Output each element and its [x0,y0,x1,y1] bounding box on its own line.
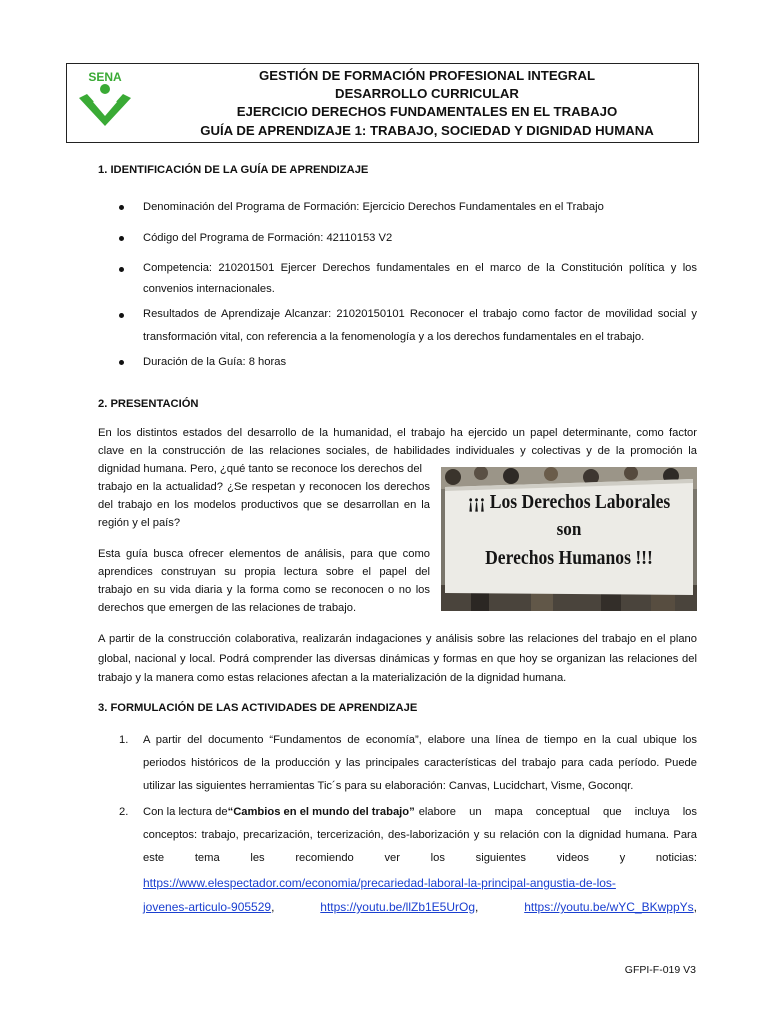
section3-title: 3. FORMULACIÓN DE LAS ACTIVIDADES DE APRENDIZAJE [98,702,418,714]
presentation-line: derechos que emergen de las relaciones de trabajo. [98,602,357,614]
section1-title: 1. IDENTIFICACIÓN DE LA GUÍA DE APRENDIZAJE [98,164,369,176]
word: los [430,852,445,864]
sena-logo [75,68,135,130]
footer-code: GFPI-F-019 V3 [624,964,696,976]
presentation-line: región y el país? [98,517,181,529]
activity1-line: A partir del documento “Fundamentos de economía”, elabore una línea de tiempo en la cual ubique los [143,734,697,746]
logo-text: SENA [88,70,122,84]
word: siguientes [475,852,526,864]
youtube-link-2[interactable]: https://youtu.be/wYC_BKwppYs [524,900,694,914]
presentation-line: En los distintos estados del desarrollo de la humanidad, el trabajo ha ejercido un papel determinante, como factor [98,427,697,439]
activity2-bold: “Cambios en el mundo del trabajo” [227,806,415,818]
word: tema [194,852,220,864]
bullet-icon [119,267,124,272]
comma: , [475,900,479,914]
presentation-line: trabajo y la manera como estas relaciones afectan a la materialización de la dignidad humana. [98,672,567,684]
activity1-line: utilizar las siguientes herramientas Tic´s para su elaboración: Canvas, Lucidchart, Visme, Goconqr. [143,780,634,792]
section1-item-duracion: Duración de la Guía: 8 horas [143,356,287,368]
protest-banner-photo [441,467,697,611]
section1-item-resultados-cont: transformación vital, con referencia a la fenomenología y a los derechos fundamentales en el trabajo. [143,331,645,343]
document-header [66,63,699,143]
section1-item-competencia: Competencia: 210201501 Ejercer Derechos fundamentales en el marco de la Constitución política y los [143,262,697,274]
section1-item-program: Denominación del Programa de Formación: Ejercicio Derechos Fundamentales en el Trabajo [143,201,604,213]
comma: , [271,900,275,914]
section1-item-code: Código del Programa de Formación: 42110153 V2 [143,232,393,244]
word: este [143,852,165,864]
list-number: 2. [119,806,129,818]
presentation-line: A partir de la construcción colaborativa, realizarán indagaciones y análisis sobre las relaciones del trabajo en el plano [98,633,697,645]
presentation-line: trabajo en su vida diaria y la forma como se reconocen o no los [98,584,430,596]
section1-item-resultados: Resultados de Aprendizaje Alcanzar: 21020150101 Reconocer el trabajo como factor de movilidad social y [143,308,697,320]
banner-line-3: Derechos Humanos !!! [485,547,653,569]
header-titles [177,67,677,140]
youtube-link-1[interactable]: https://youtu.be/llZb1E5UrOg [320,900,476,914]
section2-title: 2. PRESENTACIÓN [98,398,199,410]
bullet-icon [119,236,124,241]
presentation-line: aprendices construyan su propia lectura sobre el papel del [98,566,430,578]
activity2-line [143,806,697,818]
activity2-post: elabore un mapa conceptual que incluya los [418,806,697,818]
word: les [250,852,265,864]
presentation-line: clave en la construcción de las relaciones sociales, de habilidades individuales y colectivas y de la promoción la [98,445,697,457]
comma: , [693,900,697,914]
bullet-icon [119,360,124,365]
header-line-4: GUÍA DE APRENDIZAJE 1: TRABAJO, SOCIEDAD Y DIGNIDAD HUMANA [200,122,654,138]
list-number: 1. [119,734,129,746]
banner-line-2: son [556,519,582,540]
presentation-line: dignidad humana. Pero, ¿qué tanto se reconoce los derechos del [98,463,423,475]
word: recomiendo [295,852,354,864]
header-line-3: EJERCICIO DERECHOS FUNDAMENTALES EN EL TRABAJO [236,104,618,120]
activity2-line [143,852,697,864]
activity2-pre: Con la lectura de [143,806,228,818]
banner-line-1: ¡¡¡ Los Derechos Laborales [467,491,671,513]
header-line-1: GESTIÓN DE FORMACIÓN PROFESIONAL INTEGRAL [258,68,596,83]
section1-item-competencia-cont: convenios internacionales. [143,283,275,295]
elespectador-link-cont[interactable]: jovenes-articulo-905529 [143,900,272,914]
presentation-line: global, nacional y local. Podrá comprender las diversas dinámicas y formas en que hoy se organizan las relaciones del [98,653,697,665]
word: ver [384,852,400,864]
bullet-icon [119,205,124,210]
word: noticias: [655,852,697,864]
bullet-icon [119,313,124,318]
presentation-line: Esta guía busca ofrecer elementos de análisis, para que como [98,548,430,560]
word: y [619,852,626,864]
word: videos [556,852,589,864]
activity2-line: conceptos: trabajo, precarización, tercerización, des-laborización y su relación con la dignidad humana. Para [143,829,697,841]
presentation-line: trabajo en la actualidad? ¿Se respetan y reconocen los derechos [98,481,430,493]
presentation-line: del trabajo en los modelos productivos que se desarrollan en la [98,499,430,511]
elespectador-link[interactable]: https://www.elespectador.com/economia/precariedad-laboral-la-principal-angustia-de-los- [143,876,616,890]
header-line-2: DESARROLLO CURRICULAR [335,86,519,102]
activity1-line: periodos históricos de la producción y las principales características del trabajo para cada período. Puede [143,757,697,769]
